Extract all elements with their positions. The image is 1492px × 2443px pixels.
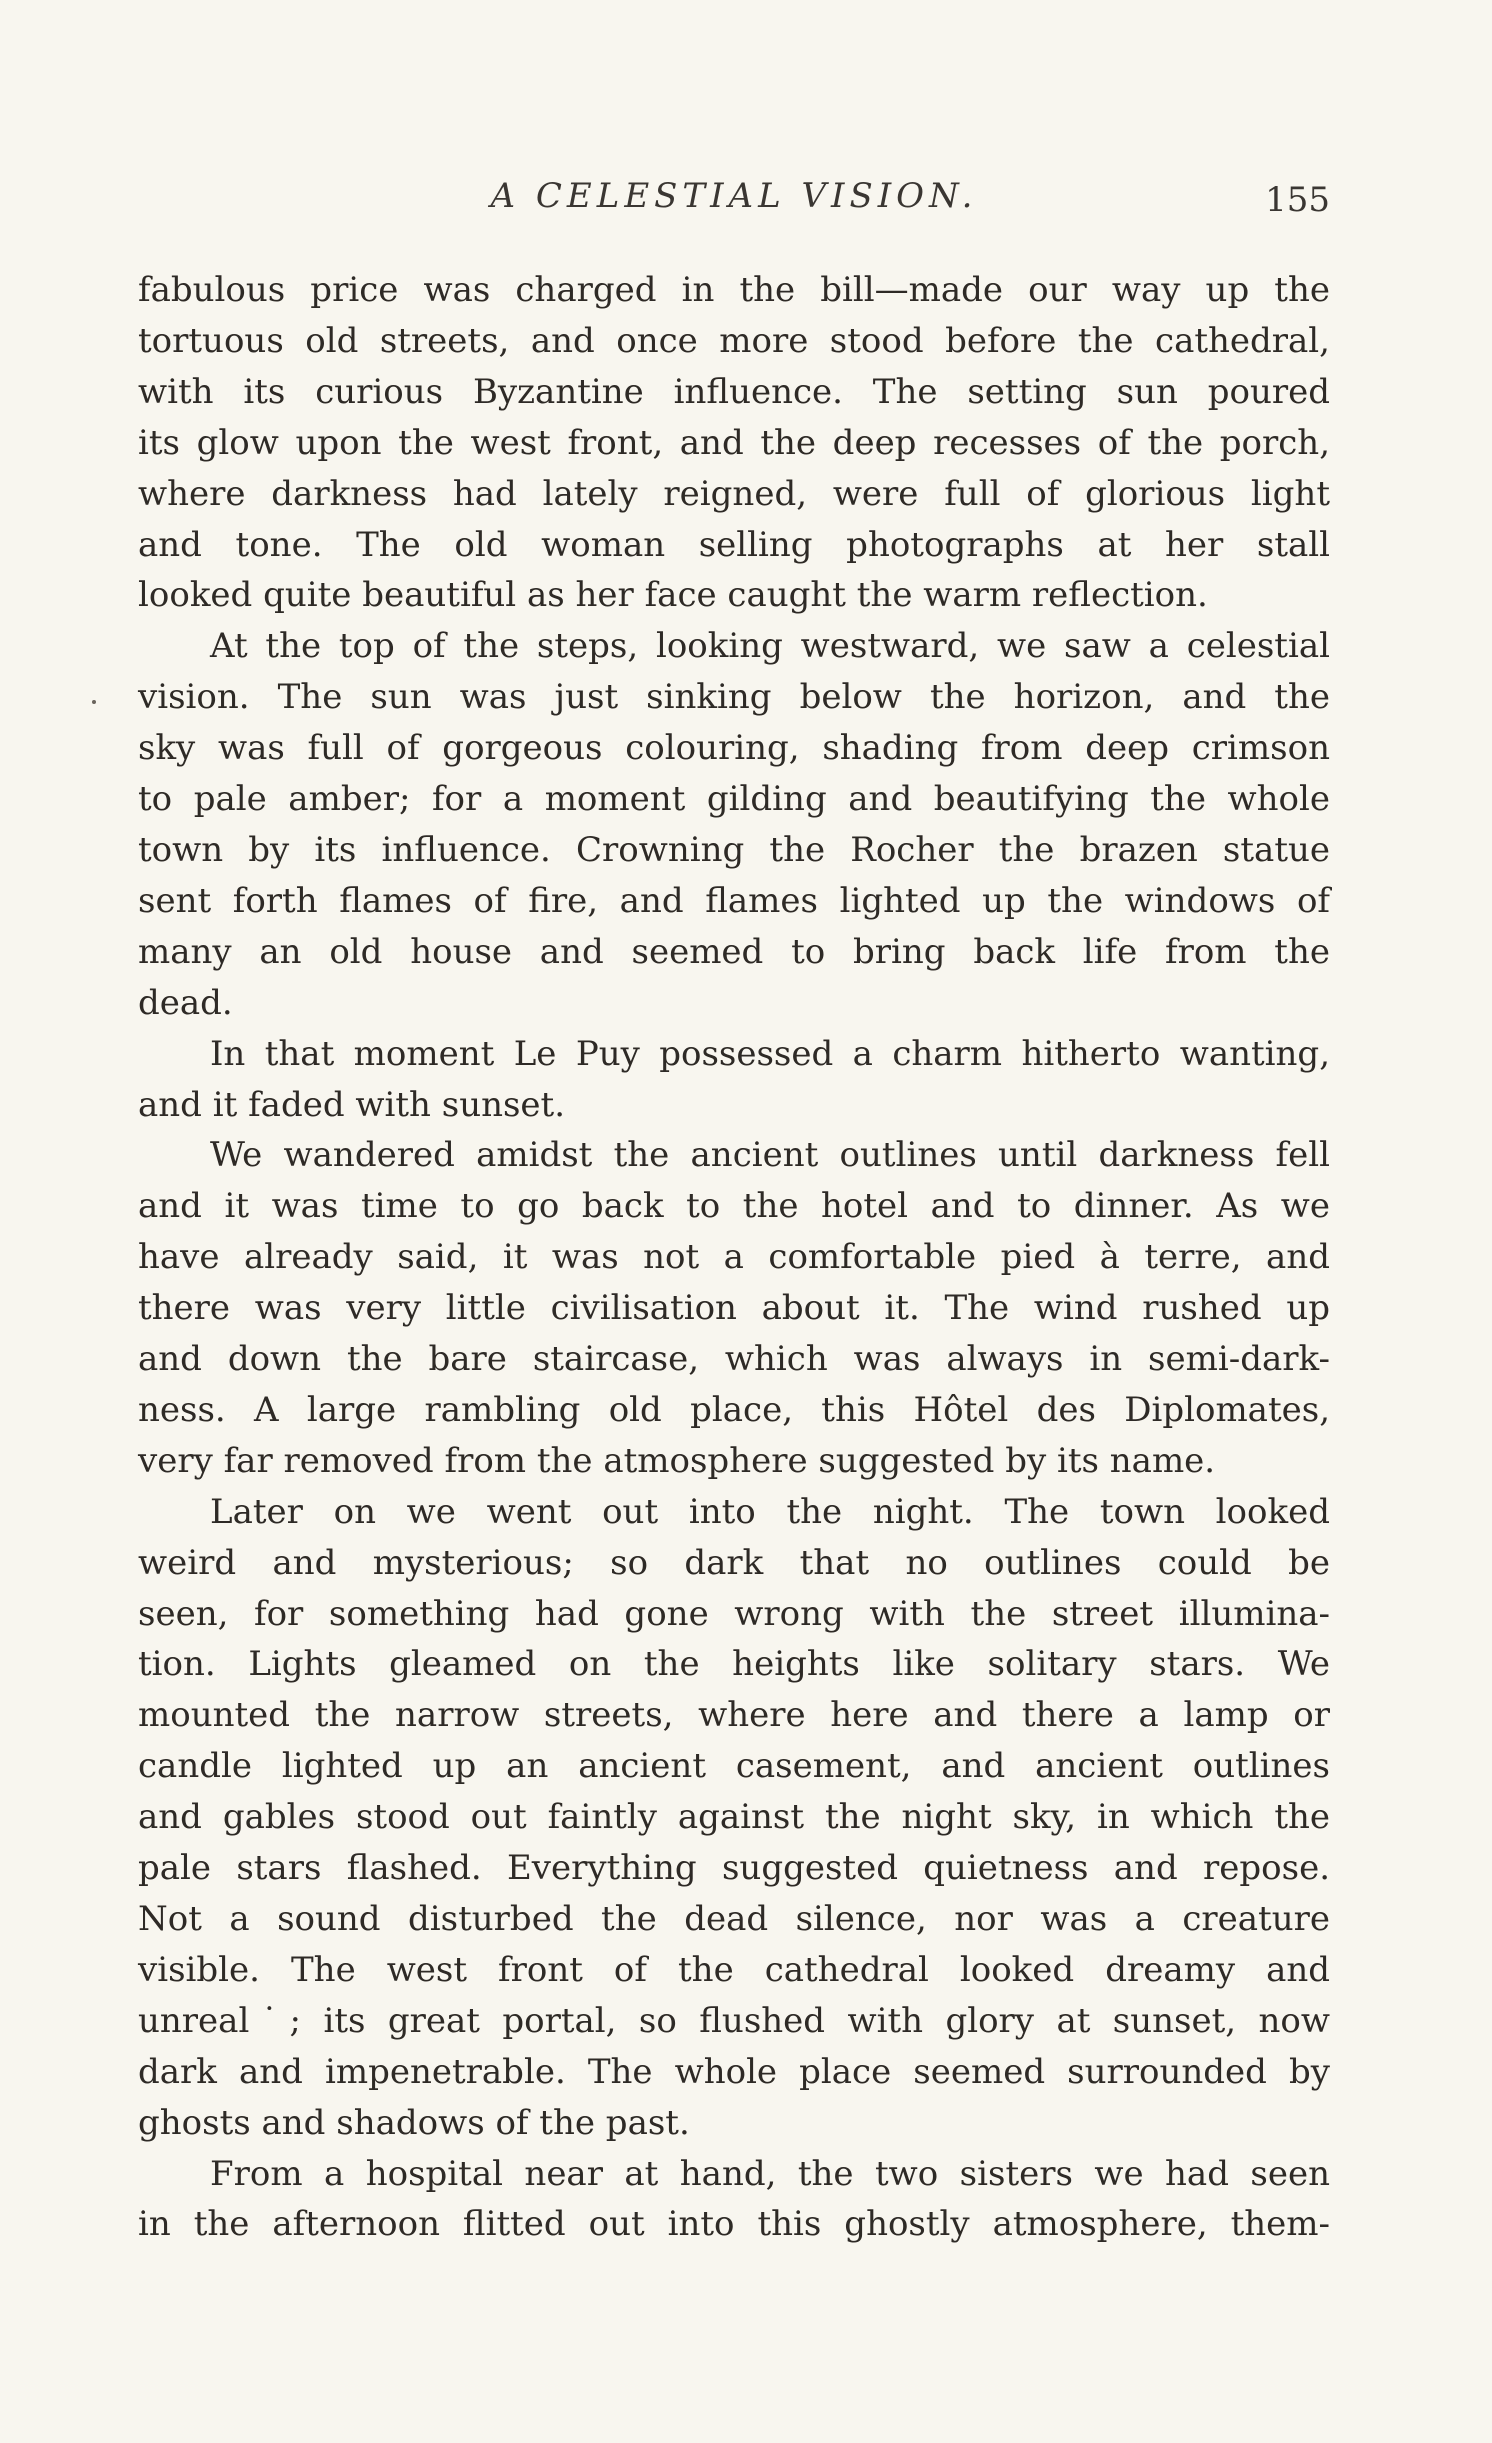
- text-line: tion. Lights gleamed on the heights like solitary stars. We: [138, 1644, 1330, 1685]
- text-line: seen, for something had gone wrong with the street illumina-: [138, 1593, 1330, 1634]
- text-line: unreal˙; its great portal, so flushed with glory at sunset, now: [138, 2000, 1330, 2041]
- page-header: [138, 176, 1330, 226]
- text-line: and down the bare staircase, which was always in semi-dark-: [138, 1339, 1330, 1380]
- text-line: and it was time to go back to the hotel and to dinner. As we: [138, 1186, 1330, 1227]
- text-line: visible. The west front of the cathedral looked dreamy and: [138, 1949, 1330, 1990]
- text-line: looked quite beautiful as her face caught the warm reflection.: [138, 575, 1208, 616]
- text-line: have already said, it was not a comfortable pied à terre, and: [138, 1237, 1330, 1278]
- text-line: its glow upon the west front, and the deep recesses of the porch,: [138, 422, 1330, 463]
- text-line: candle lighted up an ancient casement, and ancient outlines: [138, 1746, 1330, 1787]
- text-line: town by its influence. Crowning the Rocher the brazen statue: [138, 829, 1330, 870]
- text-line: many an old house and seemed to bring back life from the: [138, 931, 1330, 972]
- text-line: dark and impenetrable. The whole place seemed surrounded by: [138, 2051, 1330, 2092]
- text-line: sky was full of gorgeous colouring, shading from deep crimson: [138, 728, 1330, 769]
- text-line: and tone. The old woman selling photographs at her stall: [138, 524, 1330, 565]
- text-line: ghosts and shadows of the past.: [138, 2102, 690, 2143]
- page-number: 155: [1265, 180, 1330, 220]
- text-line: ness. A large rambling old place, this Hôtel des Diplomates,: [138, 1389, 1330, 1430]
- text-line: fabulous price was charged in the bill—made our way up the: [138, 270, 1330, 310]
- body-text: [138, 265, 1330, 2250]
- paragraph-start-line: At the top of the steps, looking westward, we saw a celestial: [210, 626, 1330, 667]
- text-line: tortuous old streets, and once more stood before the cathedral,: [138, 320, 1330, 361]
- text-line: and it faded with sunset.: [138, 1084, 566, 1125]
- text-line: sent forth flames of fire, and flames lighted up the windows of: [138, 880, 1330, 921]
- text-line: mounted the narrow streets, where here and there a lamp or: [138, 1695, 1330, 1736]
- text-line: vision. The sun was just sinking below the horizon, and the: [138, 677, 1330, 718]
- text-line: there was very little civilisation about it. The wind rushed up: [138, 1288, 1330, 1329]
- text-line: and gables stood out faintly against the night sky, in which the: [138, 1797, 1330, 1838]
- text-line: with its curious Byzantine influence. The setting sun poured: [138, 371, 1330, 412]
- text-line: weird and mysterious; so dark that no outlines could be: [138, 1542, 1330, 1583]
- paragraph-start-line: We wandered amidst the ancient outlines until darkness fell: [210, 1135, 1330, 1176]
- margin-mark: [92, 700, 96, 704]
- text-line: dead.: [138, 982, 233, 1023]
- text-line: where darkness had lately reigned, were full of glorious light: [138, 473, 1330, 514]
- text-line: to pale amber; for a moment gilding and beautifying the whole: [138, 779, 1330, 820]
- running-title: A CELESTIAL VISION.: [490, 176, 978, 216]
- text-line: pale stars flashed. Everything suggested quietness and repose.: [138, 1848, 1330, 1889]
- text-line: very far removed from the atmosphere suggested by its name.: [138, 1440, 1216, 1481]
- paragraph-start-line: From a hospital near at hand, the two sisters we had seen: [210, 2153, 1330, 2194]
- paragraph-start-line: Later on we went out into the night. The town looked: [210, 1491, 1330, 1532]
- paragraph-start-line: In that moment Le Puy possessed a charm hitherto wanting,: [210, 1033, 1330, 1074]
- text-line: in the afternoon flitted out into this ghostly atmosphere, them-: [138, 2204, 1330, 2245]
- text-line: Not a sound disturbed the dead silence, nor was a creature: [138, 1899, 1330, 1939]
